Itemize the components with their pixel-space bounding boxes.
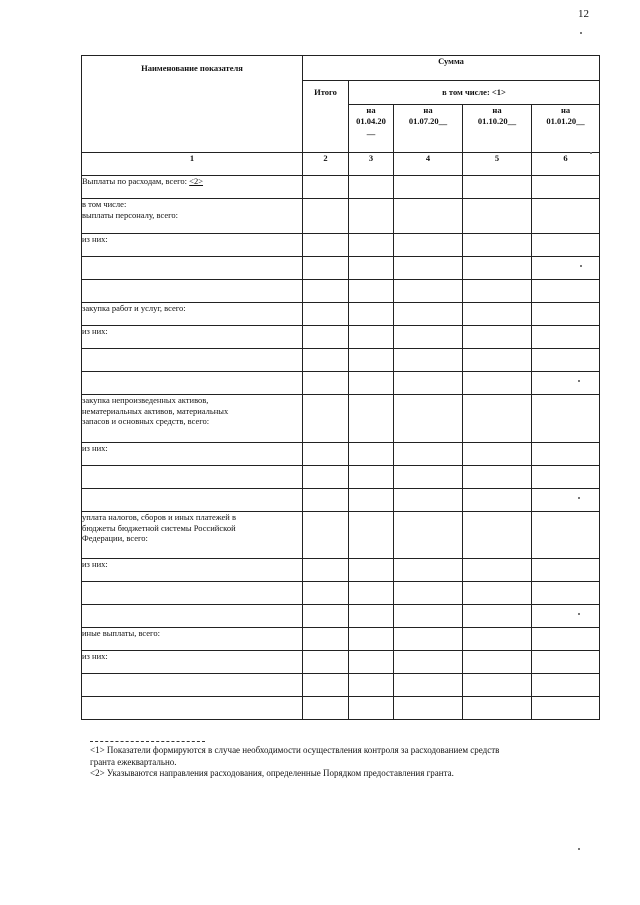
table-row bbox=[82, 559, 600, 582]
scan-speck bbox=[578, 848, 580, 850]
row-label: закупка работ и услуг, всего: bbox=[82, 303, 303, 326]
row-label: нематериальных активов, материальных bbox=[82, 405, 229, 416]
table-row bbox=[82, 582, 600, 605]
footnote-divider bbox=[90, 741, 205, 742]
header-including: в том числе: <1> bbox=[349, 81, 600, 105]
table-row bbox=[82, 697, 600, 720]
row-label: Федерации, всего: bbox=[82, 533, 148, 544]
scan-speck bbox=[578, 613, 580, 615]
row-label: уплата налогов, сборов и иных платежей в bbox=[82, 512, 236, 522]
footnote-ref: <2> bbox=[189, 176, 204, 186]
table-row bbox=[82, 651, 600, 674]
table-row bbox=[82, 372, 600, 395]
table-row bbox=[82, 234, 600, 257]
footnote-1: <1> Показатели формируются в случае необходимости осуществления контроля за расходованием средств гранта ежеквартально. bbox=[90, 745, 500, 767]
col-number: 6 bbox=[532, 153, 600, 176]
header-date-col-4: на 01.07.20__ bbox=[394, 105, 463, 153]
table-row-total bbox=[82, 176, 600, 199]
table-row-staff bbox=[82, 199, 600, 234]
row-label: в том числе: bbox=[82, 199, 127, 209]
col-number: 5 bbox=[463, 153, 532, 176]
table-row-taxes bbox=[82, 512, 600, 559]
table-row bbox=[82, 489, 600, 512]
table-row bbox=[82, 443, 600, 466]
row-label: Выплаты по расходам, всего: bbox=[82, 176, 190, 186]
header-date-col-6: на 01.01.20__ bbox=[532, 105, 600, 153]
row-label: иные выплаты, всего: bbox=[82, 628, 303, 651]
row-label: из них: bbox=[82, 651, 303, 674]
header-total: Итого bbox=[303, 81, 349, 153]
table-row-works bbox=[82, 303, 600, 326]
row-label: запасов и основных средств, всего: bbox=[82, 416, 210, 427]
table-row bbox=[82, 280, 600, 303]
scan-speck bbox=[578, 380, 580, 382]
table-row bbox=[82, 349, 600, 372]
scan-speck bbox=[578, 497, 580, 499]
header-date-col-5: на 01.10.20__ bbox=[463, 105, 532, 153]
table-row bbox=[82, 466, 600, 489]
col-number: 1 bbox=[82, 153, 303, 176]
header-sum: Сумма bbox=[303, 56, 600, 81]
header-date-col-3: на 01.04.20 __ bbox=[349, 105, 394, 153]
scan-speck bbox=[590, 152, 592, 154]
row-label: закупка непроизведенных активов, bbox=[82, 395, 209, 405]
table-row bbox=[82, 257, 600, 280]
row-label: из них: bbox=[82, 559, 303, 582]
row-label: из них: bbox=[82, 443, 303, 466]
table-row-other bbox=[82, 628, 600, 651]
scan-speck bbox=[580, 32, 582, 34]
col-number: 2 bbox=[303, 153, 349, 176]
table-row-assets bbox=[82, 395, 600, 443]
row-label: из них: bbox=[82, 234, 303, 257]
col-number: 3 bbox=[349, 153, 394, 176]
table-row bbox=[82, 326, 600, 349]
expense-table bbox=[81, 55, 600, 720]
footnote-2: <2> Указываются направления расходования, определенные Порядком предоставления гранта. bbox=[90, 768, 454, 779]
row-label: бюджеты бюджетной системы Российской bbox=[82, 522, 236, 533]
footnotes bbox=[90, 741, 600, 780]
scan-speck bbox=[580, 265, 582, 267]
table-row bbox=[82, 674, 600, 697]
column-numbers-row bbox=[82, 153, 600, 176]
header-indicator-name: Наименование показателя bbox=[82, 56, 303, 153]
table-row bbox=[82, 605, 600, 628]
page-number: 12 bbox=[578, 8, 589, 20]
col-number: 4 bbox=[394, 153, 463, 176]
row-label: из них: bbox=[82, 326, 303, 349]
row-label: выплаты персоналу, всего: bbox=[82, 209, 178, 220]
